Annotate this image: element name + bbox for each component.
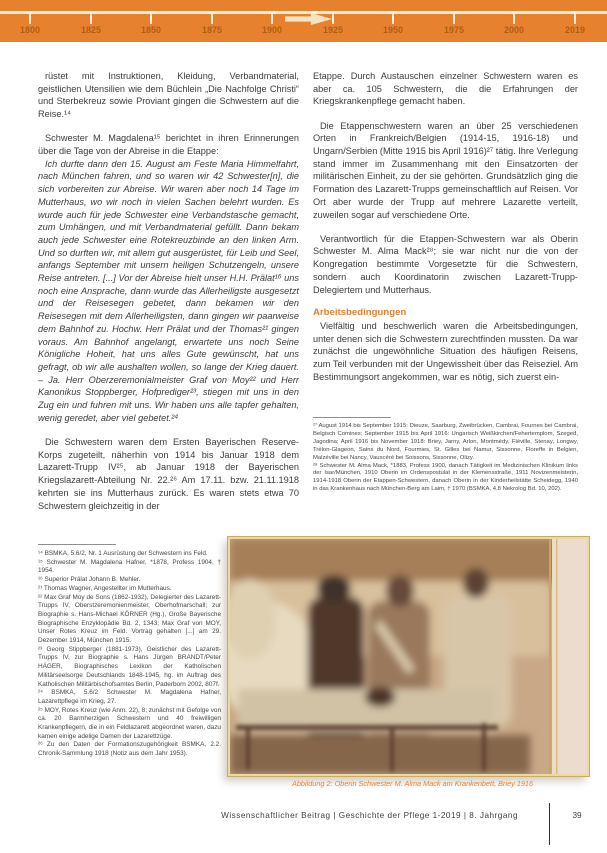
footnotes-left <box>38 550 221 759</box>
figure-caption: Abbildung 2: Oberin Schwester M. Alma Mack am Krankenbett, Briey 1916 <box>292 779 534 788</box>
timeline-tick <box>90 12 92 24</box>
photo-illustration <box>230 539 587 774</box>
timeline-tick <box>513 12 515 24</box>
footnote: ¹⁵ Schwester M. Magdalena Hafner, *1878, Profess 1904, † 1954. <box>38 558 221 575</box>
timeline-tick <box>332 12 334 24</box>
footnotes-right <box>313 423 578 494</box>
footnote: ¹⁴ BSMKA, 5.6/2, Nr. 1 Ausrüstung der Schwestern ins Feld. <box>38 550 208 557</box>
footnote: ¹⁶ Superior Prälat Johann B. Mehler. <box>38 576 141 584</box>
timeline-tick <box>453 12 455 24</box>
section-heading: Arbeitsbedingungen <box>313 307 407 319</box>
historical-photo <box>228 537 589 776</box>
paragraph: Vielfältig und beschwerlich waren die Arbeitsbedingungen, unter denen sich die Schwestern zurechtfinden mussten. Da war zunächst die ungewöhnliche Situation des häufigen Reisens, zum Teil verbunden mit der Ungewissheit über das Reiseziel. Am Bestimmungsort angekommen, war es nötig, sich zuerst ein- <box>313 320 578 382</box>
timeline-band <box>0 0 607 42</box>
timeline-year-label: 1800 <box>19 25 41 35</box>
footnote-separator <box>313 417 391 418</box>
footnote: ²⁸ Schwester M. Alma Mack, *1883, Profess 1900, danach Tätigkeit im Medizinischen Klinikum links der Isar/München, 1910 Oberin im Ordenspostulat in der Klemensstraße, 1911 Novizenmeisterin, 1914-1918 Oberin der Etappen-Schwestern, danach Oberin in der Kinderheilstätte Scheidegg, 1940 in das Krankenhaus nach München-Berg am Laim, † 1970 (BSMKA, 4.8 Nekrolog Bd. 10, 202). <box>313 462 578 493</box>
timeline-year-label: 1975 <box>443 25 465 35</box>
timeline-year-label: 1950 <box>382 25 404 35</box>
timeline-year-label: 1825 <box>80 25 102 35</box>
footnote: ²⁷ August 1914 bis September 1915: Dieuze, Saarburg, Zweibrücken, Cambrai, Fournes bei Cambrai, Belgisch Comines; September 1915 bis April 1916: Ungarisch Weißkirchen/Fehertemplom, Szeged, Jagodina; April 1916 bis November 1918: Briey, Jarny, Arlon, Montmédy, Fléville, Stenay, Longwy, Trélon-Glageon, Sains du Nord, Fourmies, St. Gilles bei Namur, Sissonne, Floreffe in Belgien, Malzéville bei Nancy, Vauxcéré bei Soissons, Sissonne, Olizy. <box>313 423 578 461</box>
paragraph: Die Schwestern waren dem Ersten Bayerischen Reserve-Korps zugeteilt, näherhin von 1914 bis Januar 1918 dem Lazarett-Trupp IV²⁵, ab Januar 1918 der Bayerischen Kriegslazarett-Abteilung Nr. 22.²⁶ Am 17.11. bzw. 21.11.1918 kehrten sie ins Mutterhaus zurück. Es waren stets etwa 70 Schwestern gleichzeitig in der <box>38 436 299 511</box>
footnote: ²⁴ BSMKA, 5.6/2 Schwester M. Magdalena Hafner, Lazarettpflege im Krieg, 27. <box>38 689 221 705</box>
timeline-year-label: 1850 <box>140 25 162 35</box>
timeline-tick <box>392 12 394 24</box>
paragraph: rüstet mit Instruktionen, Kleidung, Verbandmaterial, geistlichen Utensilien wie dem Büchlein „Die Nachfolge Christi“ und Sterbekreuz sowie Proviant gingen die Schwestern auf die Reise.¹⁴ <box>38 71 299 120</box>
footnote: ²⁵ MOY, Rotes Kreuz (wie Anm. 22), 8; zunächst mit Gefolge von ca. 20 Barmherzigen Schwestern und 40 freiwilligen Krankenpflegern, die in ein Feldlazarett abgeordnet waren, dazu kamen einige adelige Damen der Lazarettzüge. <box>38 706 221 740</box>
timeline-period-arrow-icon <box>285 13 332 25</box>
timeline-year-label: 2000 <box>503 25 525 35</box>
footer-text: Wissenschaftlicher Beitrag | Geschichte der Pflege 1-2019 | 8. Jahrgang <box>221 811 518 820</box>
article-column-right <box>313 70 578 383</box>
timeline-year-label: 1875 <box>201 25 223 35</box>
footnote: ²² Max Graf Moy de Sons (1862-1932), Delegierter des Lazarett-Trupps IV, Oberstzeremonienmeister, Oberhofmarschall; zur Biographie s. Hans-Michael KÖRNER (Hg.), Große Bayerische Biographische Enzyklopädie Bd. 2, 1343; Max Graf von MOY, Unser Rotes Kreuz im Feld. Vortrag gehalten [...] am 29. Dezember 1914, München 1915. <box>38 593 221 645</box>
timeline-tick <box>574 12 576 24</box>
timeline-year-label: 2019 <box>564 25 586 35</box>
paragraph: Schwester M. Magdalena¹⁵ berichtet in ihren Erinnerungen über die Tage von der Abreise in die Etappe: <box>38 133 299 157</box>
timeline-year-label: 1925 <box>322 25 344 35</box>
footnote: ²¹ Thomas Wagner, Angestellter im Mutterhaus. <box>38 584 172 592</box>
memoir-quote: Ich durfte dann den 15. August am Feste Maria Himmelfahrt, nach München fahren, und so waren wir 42 Schwester[n], die sich vorbereiten zur Abreise. Wir waren aber noch 14 Tage im Mutterhaus, wo wir noch in vielen Sachen belehrt wurden. Es wurde auch für jede Schwester eine Verbandstasche gemacht, zum Umhängen, und mit Verbandmaterial gefüllt. Dann bekam auch jede Schwester eine Rotekreuzbinde an den linken Arm. Und so durften wir, mit allem gut ausgerüstet, für Leib und Seel, anfangs September mit unsern heiligen Schutzengeln, unsere Reise antreten. [...] Vor der Abreise hielt unser H.H. Prälat¹⁶ uns noch eine Ansprache, dann wurde das Allerheiligste ausgesetzt und der Reisesegen gebetet, dann bekamen wir den Reisesegen mit dem Allerheiligsten, dann gingen wir paarweise dem Bahnhof zu. Hochw. Herr Prälat und der Thomas²¹ gingen voraus. Am Bahnhof angelangt, erwartete uns noch Seine Königliche Hoheit, hat uns alles Gute gewünscht, hat uns gefragt, ob wir alle aushalten wollen, so lange der Krieg dauert. – Ja. Herr Oberzeremonialmeister Graf von Moy²² und Herr Kanonikus Stoppberger, Hofprediger²³, stiegen mit uns in den Zug ein und fuhren mit uns. Wir haben uns alle tapfer gehalten, wenig geredet, aber viel gebetet.²⁴ <box>38 158 299 423</box>
timeline-tick <box>271 12 273 24</box>
footnote: ²⁶ Zu den Daten der Formationszugehörigkeit BSMKA, 2.2. Chronik-Sammlung 1918 (Notiz aus dem Jahr 1953). <box>38 741 221 758</box>
timeline-tick <box>150 12 152 24</box>
page-number: 39 <box>572 811 582 820</box>
paragraph: Etappe. Durch Austauschen einzelner Schwestern waren es aber ca. 105 Schwestern, die die Erfahrungen der Kriegskrankenpflege gemacht haben. <box>313 71 578 107</box>
timeline-year-label: 1900 <box>261 25 283 35</box>
footnote-separator <box>38 544 116 545</box>
footnote: ²³ Georg Stippberger (1881-1973), Geistlicher des Lazarett-Trupps IV, zur Biographie s. Hans Jürgen BRANDT/Peter HÄGER, Biographisches Lexikon der Katholischen Militärseelsorge Deutschlands 1848-1945, hg. im Auftrag des Katholischen Militärbischofsamtes Berlin, Paderborn 2002, 807f. <box>38 645 221 688</box>
paragraph: Die Etappenschwestern waren an über 25 verschiedenen Orten in Frankreich/Belgien (1914-15, 1916-18) und Ungarn/Serbien (Mitte 1915 bis April 1916)²⁷ tätig. Ihre Verlegung stand immer im Zusammenhang mit den Einsatzorten der militärischen Einheit, zu der sie gehörten. Grundsätzlich ging die Formation des Lazarett-Trupps gemeinschaftlich auf Reisen. Vor Ort aber wurde der Trupp auf mehrere Lazarette verteilt, zuweilen sogar auf verschiedene Orte. <box>313 120 578 220</box>
article-column-left <box>38 70 299 512</box>
footer-divider <box>549 803 550 845</box>
paragraph: Verantwortlich für die Etappen-Schwestern war als Oberin Schwester M. Alma Mack²⁸; sie war nicht nur die von der Kongregation bestimmte Vorgesetzte für die Schwestern, sondern auch Koordinatorin zwischen Lazarett-Trupp-Delegiertem und Mutterhaus. <box>313 233 578 295</box>
timeline-tick <box>29 12 31 24</box>
timeline-tick <box>211 12 213 24</box>
